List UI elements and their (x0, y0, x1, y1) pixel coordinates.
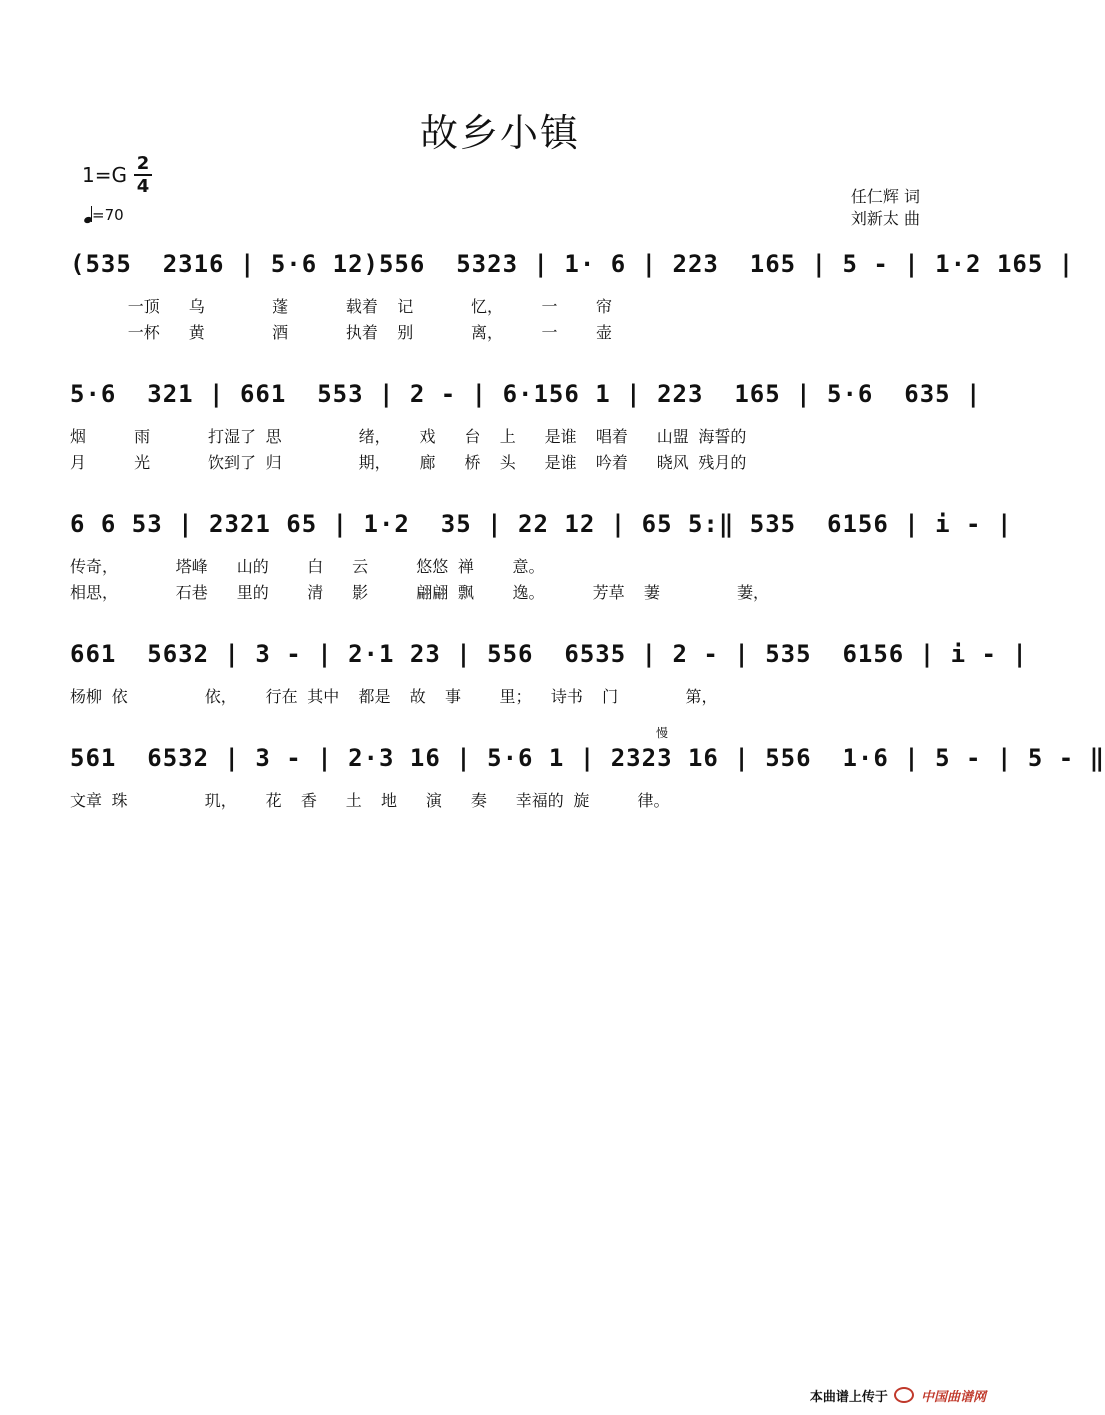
page-title: 故乡小镇 (419, 111, 580, 155)
tempo-marking (84, 206, 124, 224)
lyric-line-1: 烟 雨 打湿了 思 绪， 戏 台 上 是谁 唱着 山盟 海誓的 (70, 427, 747, 446)
credits (851, 186, 920, 230)
lyric-line-2: 月 光 饮到了 归 期， 廊 桥 头 是谁 吟着 晓风 残月的 (70, 453, 747, 472)
notation-line: 5·6 321 | 661 553 | 2 - | 6·156 1 | 223 165 | 5·6 635 | (70, 380, 982, 408)
footer-credit (810, 1386, 986, 1405)
notation-line: (535 2316 | 5·6 12)556 5323 | 1· 6 | 223 165 | 5 - | 1·2 165 | (70, 250, 1075, 278)
notation-line: 661 5632 | 3 - | 2·1 23 | 556 6535 | 2 - | 535 6156 | i - | (70, 640, 1028, 668)
tempo-change-marking: 慢 (656, 726, 669, 740)
tempo-value: =70 (92, 206, 124, 224)
lyric-line-1: 传奇， 塔峰 山的 白 云 悠悠 禅 意。 (70, 557, 545, 576)
time-signature-top: 2 (136, 153, 150, 174)
time-signature (132, 154, 154, 196)
lyric-line-1: 杨柳 依 依， 行在 其中 都是 故 事 里； 诗书 门 第， (70, 687, 718, 706)
notation-line: 6 6 53 | 2321 65 | 1·2 35 | 22 12 | 65 5:‖ 535 6156 | i - | (70, 510, 1013, 538)
time-signature-bottom: 4 (136, 176, 150, 197)
lyric-line-1: 一顶 乌 蓬 载着 记 忆， 一 帘 (70, 297, 613, 316)
footer-text: 本曲谱上传于 (809, 1390, 888, 1405)
footer-site[interactable]: 中国曲谱网 (920, 1390, 986, 1405)
notation-line: 561 6532 | 3 - | 2·3 16 | 5·6 1 | 2323 16 | 556 1·6 | 5 - | 5 - ‖ (70, 744, 1105, 772)
lyric-line-1: 文章 珠 玑， 花 香 土 地 演 奏 幸福的 旋 律。 (70, 791, 670, 810)
lyric-line-2: 相思， 石巷 里的 清 影 翩翩 飘 逸。 芳草 萋 萋， (70, 583, 769, 602)
site-logo-icon (894, 1387, 914, 1403)
lyricist: 任仁辉 词 (850, 187, 920, 206)
key-signature: 1=G (82, 163, 127, 187)
lyric-line-2: 一杯 黄 酒 执着 别 离， 一 壶 (70, 323, 613, 342)
composer: 刘新太 曲 (850, 209, 920, 228)
